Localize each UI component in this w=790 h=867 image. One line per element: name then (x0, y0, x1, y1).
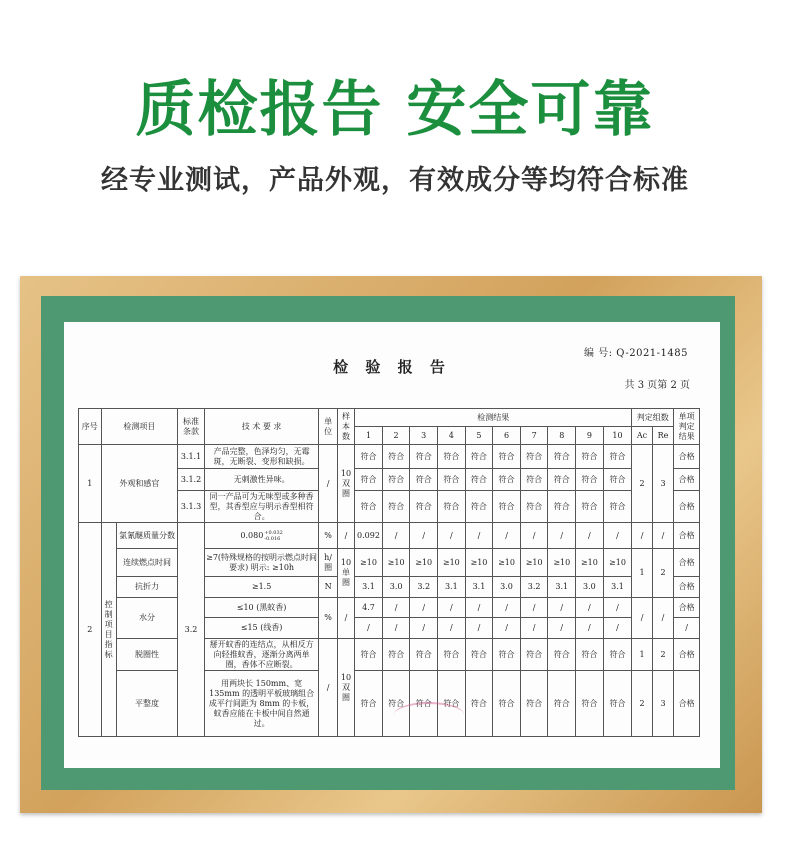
verdict-cell: 合格 (674, 469, 700, 491)
result-cell: 符合 (493, 445, 521, 469)
table-row (79, 445, 700, 469)
header-clause: 标准条款 (178, 409, 205, 445)
requirement-cell: ≥1.5 (204, 577, 319, 598)
re-cell: / (652, 598, 673, 639)
tolerance-lower: -0.016 (264, 535, 281, 542)
result-cell: 符合 (410, 639, 438, 671)
result-cell: / (520, 523, 548, 549)
result-cell: / (548, 523, 576, 549)
ac-cell: / (632, 523, 652, 549)
result-cell: 符合 (493, 469, 521, 491)
result-cell: 符合 (355, 671, 383, 737)
clause-cell: 3.1.2 (178, 469, 205, 491)
samples-cell: 10单圈 (337, 549, 354, 598)
verdict-cell: 合格 (674, 577, 700, 598)
header-num: 5 (465, 427, 493, 445)
inspection-table (78, 408, 700, 737)
result-cell: 符合 (410, 671, 438, 737)
table-row (79, 549, 700, 577)
result-cell: 符合 (382, 469, 410, 491)
result-cell: 符合 (548, 491, 576, 523)
result-cell: 符合 (548, 639, 576, 671)
result-cell: 符合 (603, 469, 632, 491)
item-cell: 平整度 (116, 671, 177, 737)
re-cell: 2 (652, 639, 673, 671)
re-cell: 2 (652, 549, 673, 598)
header-unit: 单位 (319, 409, 337, 445)
result-cell: ≥10 (548, 549, 576, 577)
unit-cell: % (319, 598, 337, 639)
report-paper (64, 322, 720, 768)
requirement-cell: 掰开蚊香的连结点，从相反方向轻推蚊香，逐渐分离两单圈，香体不应断裂。 (204, 639, 319, 671)
header-num: 6 (493, 427, 521, 445)
result-cell: 符合 (576, 639, 604, 671)
seq-cell: 1 (79, 445, 102, 523)
tolerance-upper: +0.032 (264, 529, 283, 536)
item-cell: 氯氰醚质量分数 (116, 523, 177, 549)
result-cell: ≥10 (438, 549, 466, 577)
header-num: 1 (355, 427, 383, 445)
result-cell: ≥10 (603, 549, 632, 577)
result-cell: / (382, 523, 410, 549)
result-cell: / (465, 523, 493, 549)
header-num: 9 (576, 427, 604, 445)
verdict-cell: 合格 (674, 549, 700, 577)
verdict-cell: 合格 (674, 598, 700, 618)
result-cell: / (355, 618, 383, 639)
faint-stamp-mark (394, 702, 464, 728)
banner-title: 质检报告 安全可靠 (135, 75, 655, 145)
header-num: 10 (603, 427, 632, 445)
result-cell: 4.7 (355, 598, 383, 618)
page-number: 共 3 页第 2 页 (624, 380, 690, 391)
requirement-cell: ≤15 (线香) (204, 618, 319, 639)
result-cell: / (465, 618, 493, 639)
result-cell: ≥10 (576, 549, 604, 577)
result-cell: 3.1 (548, 577, 576, 598)
ac-cell: 2 (632, 445, 652, 523)
unit-cell: / (319, 445, 337, 523)
unit-cell: % (319, 523, 337, 549)
ac-cell: 1 (632, 639, 652, 671)
result-cell: / (410, 618, 438, 639)
result-cell: / (576, 618, 604, 639)
requirement-cell: 同一产品可为无味型或多种香型，其香型应与明示香型相符合。 (204, 491, 319, 523)
table-row (79, 577, 700, 598)
result-cell: ≥10 (410, 549, 438, 577)
document-number: 编 号: Q-2021-1485 (584, 348, 688, 359)
item-cell: 外观和感官 (101, 445, 178, 523)
result-cell: / (576, 598, 604, 618)
result-cell: 3.2 (410, 577, 438, 598)
clause-cell: 3.2 (178, 523, 205, 737)
re-cell: 3 (652, 671, 673, 737)
result-cell: / (603, 618, 632, 639)
result-cell: 符合 (603, 639, 632, 671)
result-cell: 符合 (438, 469, 466, 491)
result-cell: 符合 (410, 469, 438, 491)
header-num: 7 (520, 427, 548, 445)
result-cell: / (603, 523, 632, 549)
result-cell: ≥10 (382, 549, 410, 577)
result-cell: / (493, 618, 521, 639)
result-cell: 符合 (382, 671, 410, 737)
result-cell: 3.0 (576, 577, 604, 598)
samples-cell: 10双圈 (337, 639, 354, 737)
result-cell: 符合 (603, 445, 632, 469)
verdict-cell: 合格 (674, 445, 700, 469)
result-cell: 符合 (493, 671, 521, 737)
result-cell: 符合 (465, 469, 493, 491)
result-cell: 符合 (438, 671, 466, 737)
ac-cell: / (632, 598, 652, 639)
result-cell: / (520, 618, 548, 639)
header-num: 2 (382, 427, 410, 445)
requirement-cell (204, 523, 319, 549)
requirement-cell: 用两块长 150mm、宽 135mm 的透明平板玻璃组合成平行间距为 8mm 的卡板，蚊香应能在卡板中间自然通过。 (204, 671, 319, 737)
result-cell: 3.1 (438, 577, 466, 598)
result-cell: 符合 (520, 469, 548, 491)
result-cell: ≥10 (493, 549, 521, 577)
samples-cell: 10双圈 (337, 445, 354, 523)
item-cell: 脱圈性 (116, 639, 177, 671)
header-re: Re (652, 427, 673, 445)
result-cell: 符合 (438, 491, 466, 523)
result-cell: 符合 (465, 671, 493, 737)
result-cell: 符合 (465, 491, 493, 523)
unit-cell: h/圈 (319, 549, 337, 577)
clause-cell: 3.1.3 (178, 491, 205, 523)
result-cell: 符合 (438, 639, 466, 671)
result-cell: / (438, 618, 466, 639)
result-cell: 符合 (465, 445, 493, 469)
result-cell: 3.2 (520, 577, 548, 598)
result-cell: 符合 (355, 491, 383, 523)
item-cell: 抗折力 (116, 577, 177, 598)
header-ac: Ac (632, 427, 652, 445)
result-cell: / (382, 618, 410, 639)
verdict-cell: / (674, 618, 700, 639)
result-cell: 符合 (382, 639, 410, 671)
ac-cell: 1 (632, 549, 652, 598)
result-cell: 符合 (520, 671, 548, 737)
result-cell: ≥10 (465, 549, 493, 577)
verdict-cell: 合格 (674, 523, 700, 549)
item-cell: 连续燃点时间 (116, 549, 177, 577)
result-cell: 符合 (576, 671, 604, 737)
ac-cell: 2 (632, 671, 652, 737)
item-cell: 水分 (116, 598, 177, 639)
result-cell: 符合 (355, 469, 383, 491)
result-cell: / (603, 598, 632, 618)
verdict-cell: 合格 (674, 671, 700, 737)
unit-cell: N (319, 577, 337, 598)
samples-cell: / (337, 598, 354, 639)
result-cell: / (438, 598, 466, 618)
result-cell: 符合 (520, 445, 548, 469)
requirement-cell: 产品完整，色泽均匀，无霉斑，无断裂、变形和缺损。 (204, 445, 319, 469)
header-num: 8 (548, 427, 576, 445)
result-cell: / (548, 618, 576, 639)
requirement-cell: ≤10 (黑蚊香) (204, 598, 319, 618)
result-cell: / (382, 598, 410, 618)
result-cell: / (576, 523, 604, 549)
result-cell: 符合 (410, 491, 438, 523)
result-cell: 符合 (603, 491, 632, 523)
re-cell: / (652, 523, 673, 549)
result-cell: 符合 (355, 639, 383, 671)
unit-cell: / (319, 639, 337, 737)
requirement-cell: 无刺激性异味。 (204, 469, 319, 491)
result-cell: 符合 (355, 445, 383, 469)
header-num: 3 (410, 427, 438, 445)
banner-subtitle: 经专业测试，产品外观，有效成分等均符合标准 (101, 165, 689, 196)
result-cell: 符合 (603, 671, 632, 737)
result-cell: / (410, 523, 438, 549)
result-cell: 符合 (382, 445, 410, 469)
table-row (79, 523, 700, 549)
result-cell: 3.0 (493, 577, 521, 598)
header-judge: 判定组数 (632, 409, 674, 427)
header-samples: 样本数 (337, 409, 354, 445)
result-cell: / (520, 598, 548, 618)
result-cell: 符合 (576, 469, 604, 491)
result-cell: 符合 (438, 445, 466, 469)
result-cell: / (438, 523, 466, 549)
samples-cell: / (337, 523, 354, 549)
result-cell: 符合 (576, 445, 604, 469)
result-cell: 0.092 (355, 523, 383, 549)
header-requirement: 技 术 要 求 (204, 409, 319, 445)
verdict-cell: 合格 (674, 639, 700, 671)
result-cell: 符合 (576, 491, 604, 523)
result-cell: 3.1 (465, 577, 493, 598)
clause-cell: 3.1.1 (178, 445, 205, 469)
table-row (79, 671, 700, 737)
result-cell: 符合 (548, 445, 576, 469)
requirement-cell: ≥7(特殊规格的按明示燃点时间要求) 明示: ≥10h (204, 549, 319, 577)
requirement-value: 0.080 (240, 530, 264, 540)
verdict-cell: 合格 (674, 491, 700, 523)
table-row (79, 598, 700, 618)
result-cell: / (493, 598, 521, 618)
result-cell: 符合 (382, 491, 410, 523)
result-cell: ≥10 (355, 549, 383, 577)
result-cell: / (465, 598, 493, 618)
result-cell: / (548, 598, 576, 618)
header-single-result: 单项判定结果 (674, 409, 700, 445)
result-cell: / (410, 598, 438, 618)
result-cell: 符合 (465, 639, 493, 671)
result-cell: ≥10 (520, 549, 548, 577)
report-title: 检 验 报 告 (333, 358, 451, 376)
result-cell: 符合 (520, 639, 548, 671)
header-item: 检测项目 (101, 409, 178, 445)
header-results: 检测结果 (355, 409, 632, 427)
result-cell: 符合 (548, 671, 576, 737)
seq-cell: 2 (79, 523, 102, 737)
header-seq: 序号 (79, 409, 102, 445)
result-cell: 符合 (548, 469, 576, 491)
result-cell: 符合 (493, 491, 521, 523)
re-cell: 3 (652, 445, 673, 523)
result-cell: 符合 (520, 491, 548, 523)
result-cell: / (493, 523, 521, 549)
result-cell: 3.1 (355, 577, 383, 598)
result-cell: 3.1 (603, 577, 632, 598)
table-row (79, 639, 700, 671)
result-cell: 符合 (410, 445, 438, 469)
category-cell: 控制项目指标 (101, 523, 116, 737)
result-cell: 3.0 (382, 577, 410, 598)
result-cell: 符合 (493, 639, 521, 671)
header-num: 4 (438, 427, 466, 445)
